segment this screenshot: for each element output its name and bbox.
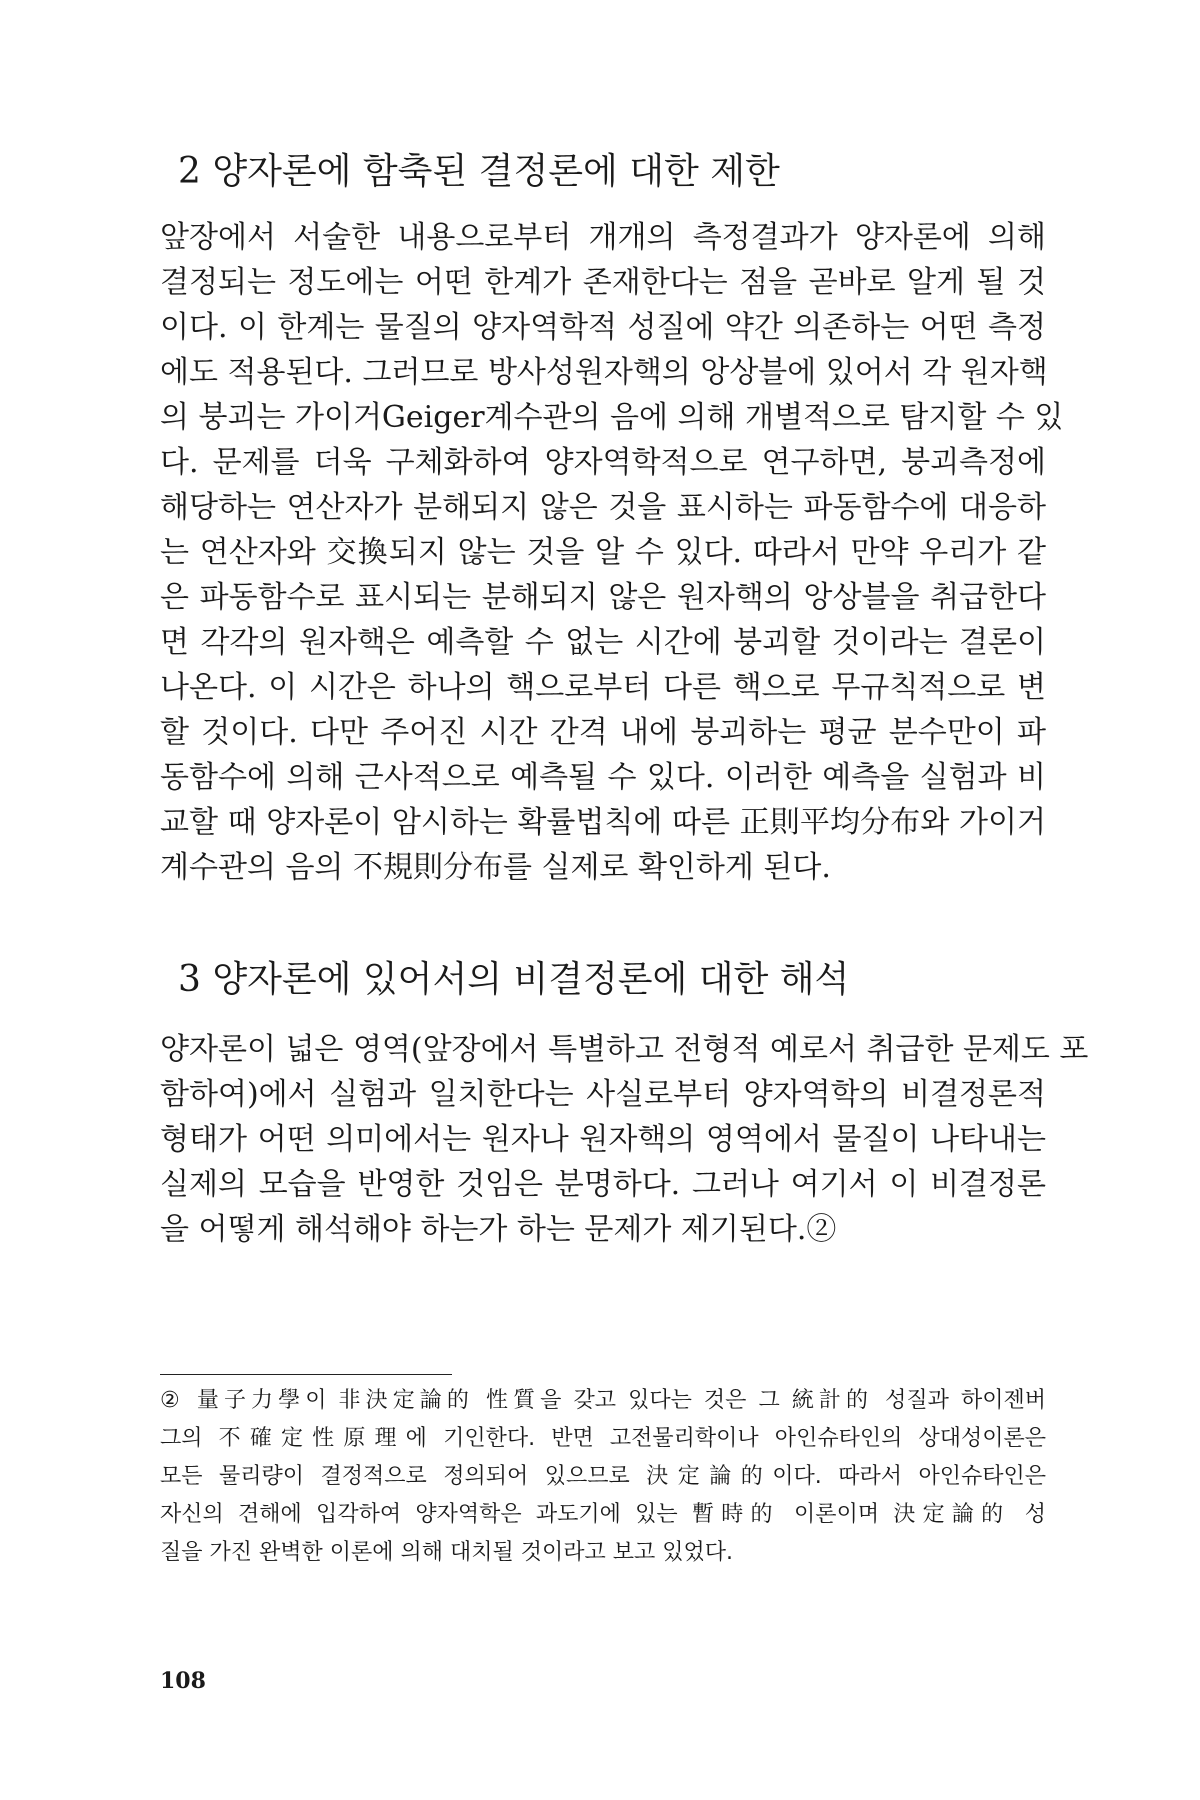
body-line: 다. 문제를 더욱 구체화하여 양자역학적으로 연구하면, 붕괴측정에 <box>160 445 1046 480</box>
body-line: 실제의 모습을 반영한 것임은 분명하다. 그러나 여기서 이 비결정론 <box>160 1167 1046 1202</box>
footnote-line: 질을 가진 완벽한 이론에 의해 대치될 것이라고 보고 있었다. <box>160 1540 733 1565</box>
body-line: 할 것이다. 다만 주어진 시간 간격 내에 붕괴하는 평균 분수만이 파 <box>160 715 1046 750</box>
body-line: 는 연산자와 交換되지 않는 것을 알 수 있다. 따라서 만약 우리가 같 <box>160 535 1046 570</box>
footnote-line: ② 量子力學이 非決定論的 性質을 갖고 있다는 것은 그 統計的 성질과 하이젠버 <box>160 1388 1046 1413</box>
footnote-line: 그의 不確定性原理에 기인한다. 반면 고전물리학이나 아인슈타인의 상대성이론은 <box>160 1426 1046 1451</box>
body-line: 결정되는 정도에는 어떤 한계가 존재한다는 점을 곧바로 알게 될 것 <box>160 265 1046 300</box>
body-line: 계수관의 음의 不規則分布를 실제로 확인하게 된다. <box>160 850 831 885</box>
body-line: 동함수에 의해 근사적으로 예측될 수 있다. 이러한 예측을 실험과 비 <box>160 760 1046 795</box>
body-line: 나온다. 이 시간은 하나의 핵으로부터 다른 핵으로 무규칙적으로 변 <box>160 670 1046 705</box>
body-line: 형태가 어떤 의미에서는 원자나 원자핵의 영역에서 물질이 나타내는 <box>160 1122 1046 1157</box>
body-line: 앞장에서 서술한 내용으로부터 개개의 측정결과가 양자론에 의해 <box>160 220 1046 255</box>
section-3-heading: 3 양자론에 있어서의 비결정론에 대한 해석 <box>178 959 850 1000</box>
body-line: 면 각각의 원자핵은 예측할 수 없는 시간에 붕괴할 것이라는 결론이 <box>160 625 1046 660</box>
body-line: 이다. 이 한계는 물질의 양자역학적 성질에 약간 의존하는 어떤 측정 <box>160 310 1046 345</box>
section-2-heading: 2 양자론에 함축된 결정론에 대한 제한 <box>178 151 780 192</box>
body-line: 에도 적용된다. 그러므로 방사성원자핵의 앙상블에 있어서 각 원자핵 <box>160 355 1048 390</box>
page-number: 108 <box>160 1668 206 1694</box>
footnote-line: 자신의 견해에 입각하여 양자역학은 과도기에 있는 暫時的 이론이며 決定論的 성 <box>160 1502 1046 1527</box>
footnote-divider <box>160 1374 452 1375</box>
footnote-line: 모든 물리량이 결정적으로 정의되어 있으므로 決定論的이다. 따라서 아인슈타인은 <box>160 1464 1046 1489</box>
body-line: 을 어떻게 해석해야 하는가 하는 문제가 제기된다.② <box>160 1212 837 1247</box>
body-line: 양자론이 넓은 영역(앞장에서 특별하고 전형적 예로서 취급한 문제도 포 <box>160 1032 1089 1067</box>
body-line: 교할 때 양자론이 암시하는 확률법칙에 따른 正則平均分布와 가이거 <box>160 805 1046 840</box>
body-line: 은 파동함수로 표시되는 분해되지 않은 원자핵의 앙상블을 취급한다 <box>160 580 1046 615</box>
body-line: 의 붕괴는 가이거Geiger계수관의 음에 의해 개별적으로 탐지할 수 있 <box>160 400 1064 435</box>
body-line: 함하여)에서 실험과 일치한다는 사실로부터 양자역학의 비결정론적 <box>160 1077 1046 1112</box>
body-line: 해당하는 연산자가 분해되지 않은 것을 표시하는 파동함수에 대응하 <box>160 490 1046 525</box>
